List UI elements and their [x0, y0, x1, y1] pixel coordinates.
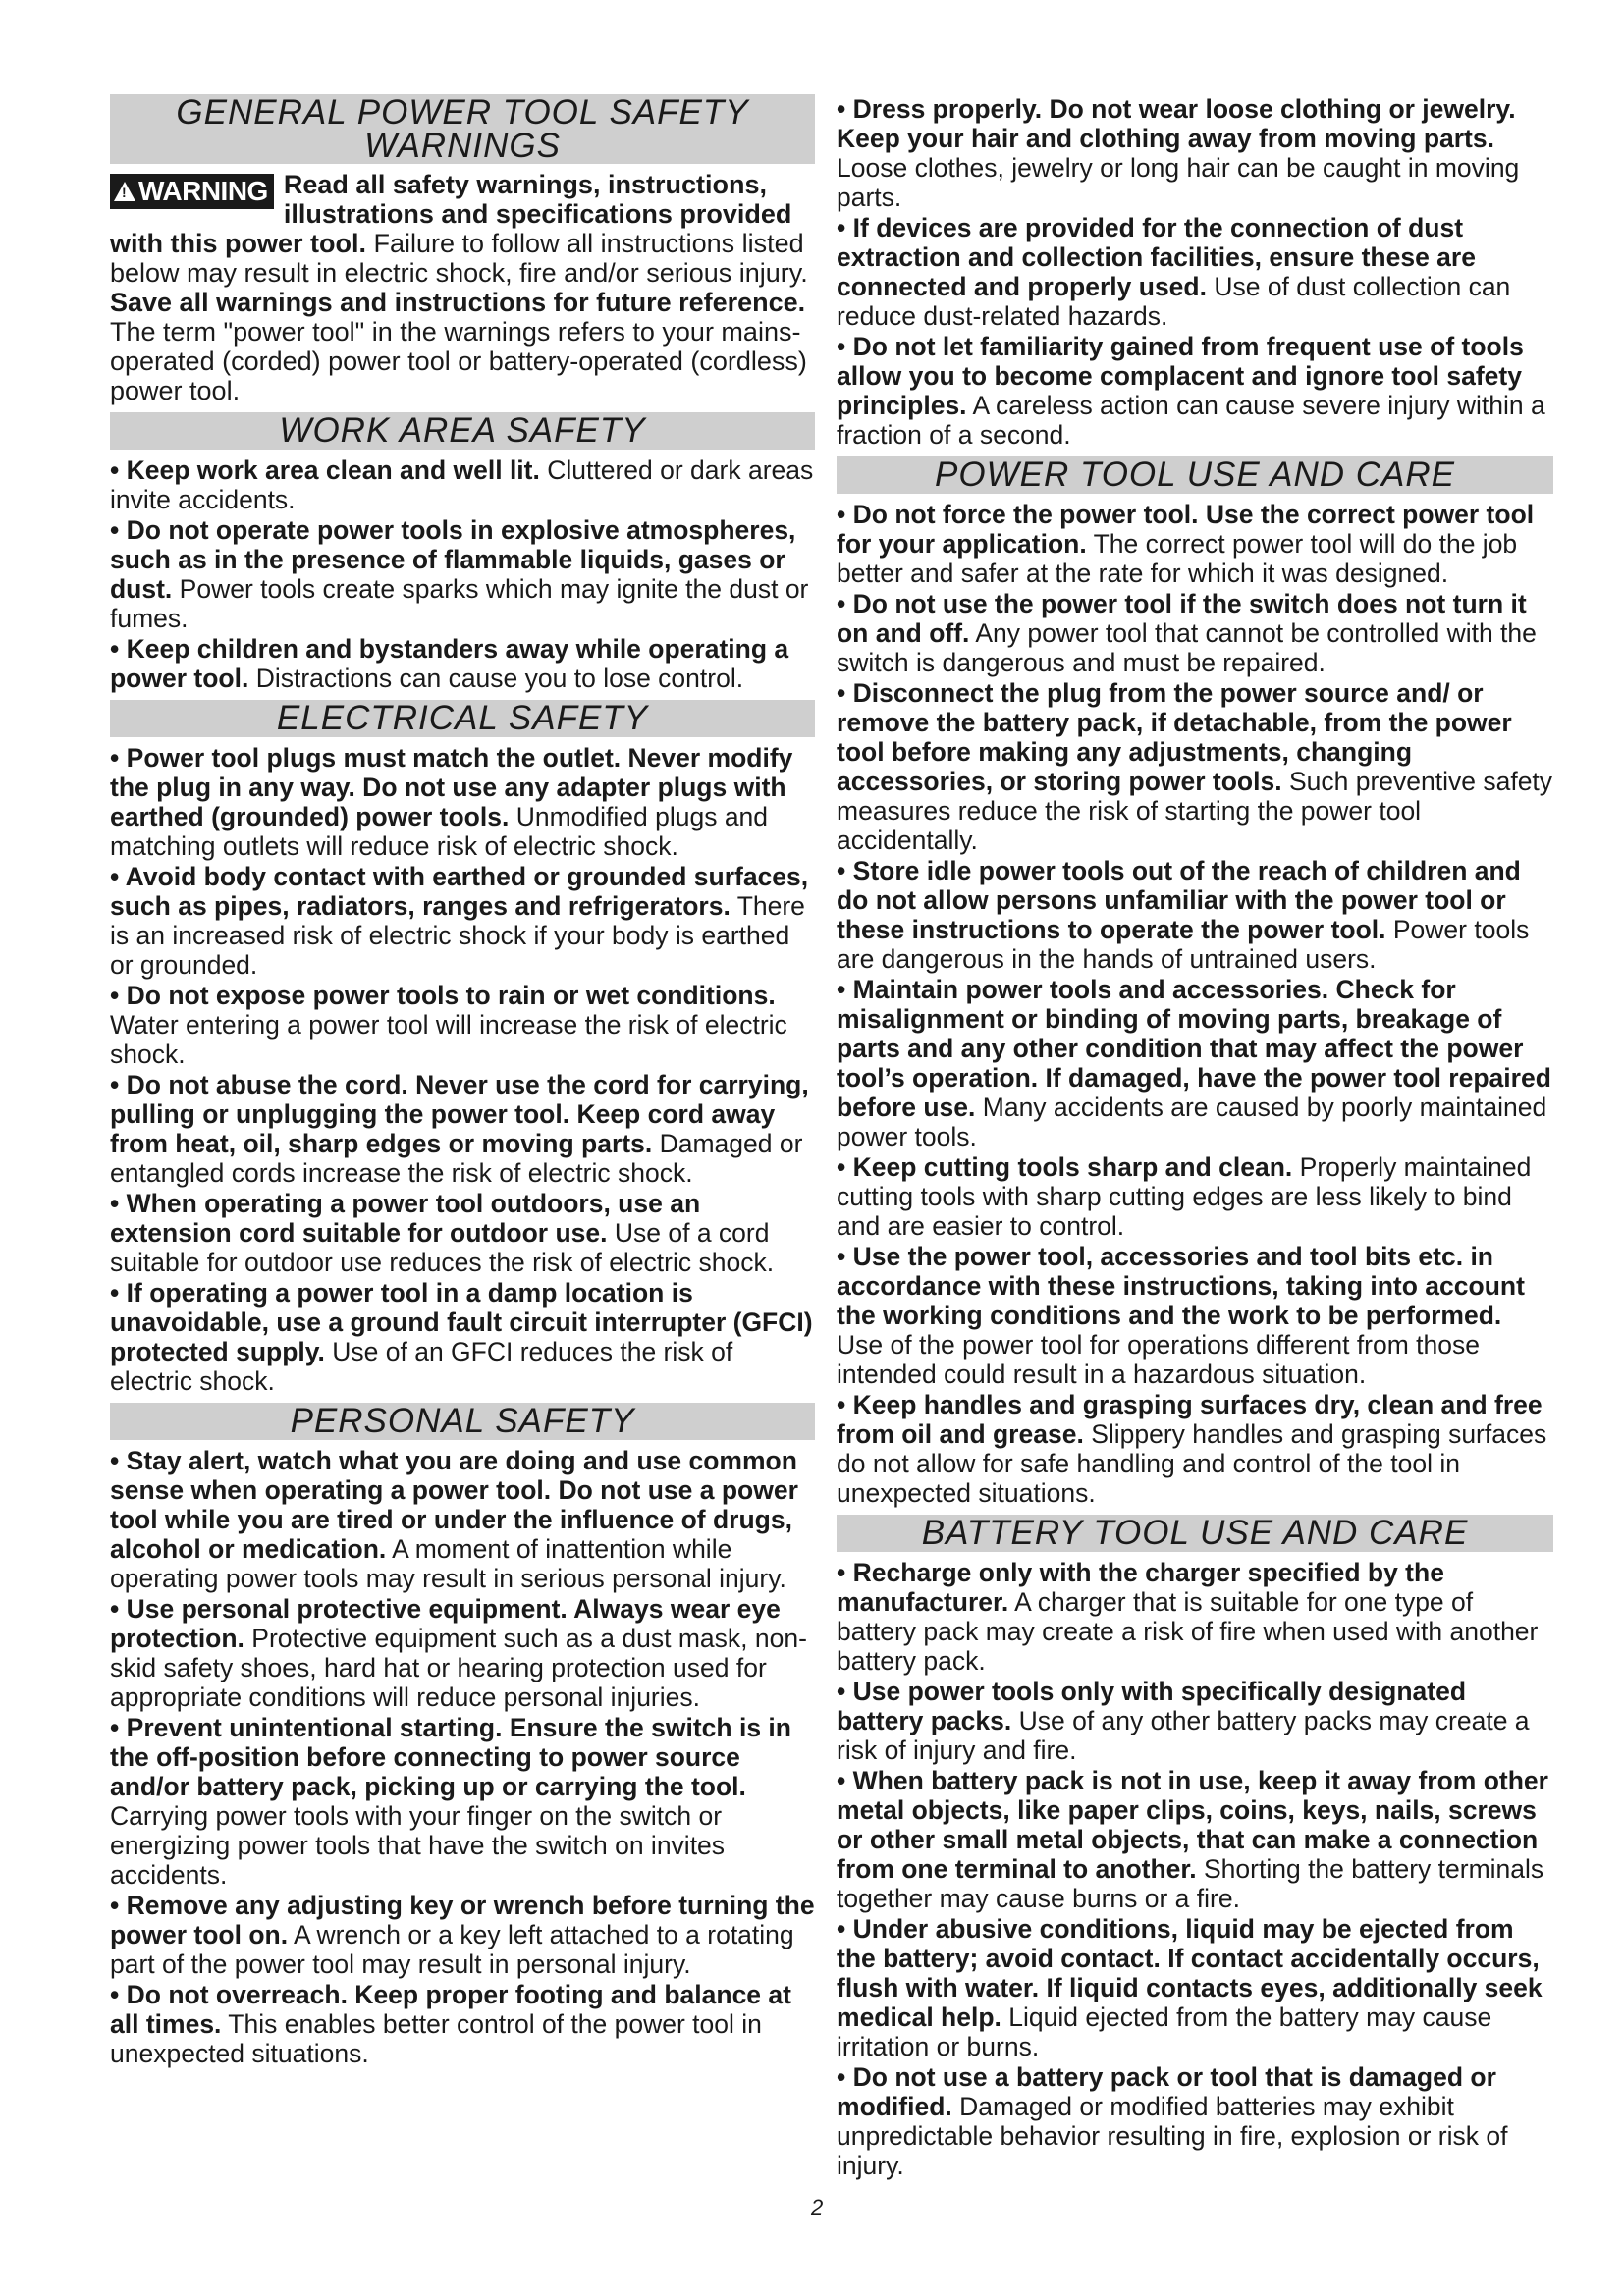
- list-item: • Do not abuse the cord. Never use the cord for carrying, pulling or unplugging the power tool. Keep cord away from heat, oil, sharp edges or moving parts. Damaged or entangled cords increase the risk of electric shock.: [110, 1070, 809, 1188]
- list-item: • When battery pack is not in use, keep it away from other metal objects, like paper clips, coins, keys, nails, screws or other small metal objects, that can make a connection from one terminal to another. Shorting the battery terminals together may cause burns or a fire.: [837, 1766, 1548, 1913]
- list-item: • Keep cutting tools sharp and clean. Properly maintained cutting tools with sharp cutting edges are less likely to bind and are easier to control.: [837, 1152, 1532, 1241]
- list-item: • Do not overreach. Keep proper footing and balance at all times. This enables better control of the power tool in unexpected situations.: [110, 1980, 791, 2068]
- intro-bold-1: Read all safety warnings, instructions, illustrations and specifications provided with this power tool.: [110, 170, 792, 258]
- section-title-battery-tool-use-text: BATTERY TOOL USE AND CARE: [921, 1514, 1469, 1552]
- section-title-electrical-text: ELECTRICAL SAFETY: [276, 699, 649, 737]
- right-column: [837, 94, 1553, 2181]
- intro-paragraph: [110, 170, 815, 405]
- list-item: • Stay alert, watch what you are doing and use common sense when operating a power tool. Do not use a power tool while you are tired or under the influence of drugs, alcohol or medication. A moment of inattention while operating power tools may result in serious personal injury.: [110, 1446, 798, 1593]
- electrical-list: [110, 743, 815, 1396]
- list-item: • Do not operate power tools in explosive atmospheres, such as in the presence of flammable liquids, gases or dust. Power tools create sparks which may ignite the dust or fumes.: [110, 515, 809, 633]
- section-title-power-tool-use-text: POWER TOOL USE AND CARE: [935, 455, 1455, 494]
- section-title-electrical: [110, 700, 815, 737]
- list-item: • Keep work area clean and well lit. Cluttered or dark areas invite accidents.: [110, 455, 814, 514]
- list-item: • Maintain power tools and accessories. Check for misalignment or binding of moving parts, breakage of parts and any other condition that may affect the power tool’s operation. If damaged, have the power tool repaired before use. Many accidents are caused by poorly maintained power tools.: [837, 975, 1551, 1151]
- warning-label: WARNING: [138, 176, 268, 206]
- warning-triangle-icon: !: [114, 182, 135, 201]
- list-item: • Use the power tool, accessories and tool bits etc. in accordance with these instructions, taking into account the working conditions and the work to be performed. Use of the power tool for operations different from those intended could result in a hazardous situation.: [837, 1242, 1525, 1389]
- section-title-personal-text: PERSONAL SAFETY: [290, 1402, 635, 1440]
- list-item: • Keep children and bystanders away while operating a power tool. Distractions can cause you to lose control.: [110, 634, 789, 693]
- list-item: • If operating a power tool in a damp location is unavoidable, use a ground fault circuit interrupter (GFCI) protected supply. Use of an GFCI reduces the risk of electric shock.: [110, 1278, 813, 1396]
- list-item: • Do not force the power tool. Use the correct power tool for your application. The correct power tool will do the job better and safer at the rate for which it was designed.: [837, 500, 1535, 588]
- list-item: • Prevent unintentional starting. Ensure the switch is in the off-position before connecting to power source and/or battery pack, picking up or carrying the tool. Carrying power tools with your finger on the switch or energizing power tools that have the switch on invites accidents.: [110, 1713, 791, 1890]
- intro-normal-1: Failure to follow all instructions listed below may result in electric shock, fire and/or serious injury.: [110, 229, 808, 288]
- intro-normal-2: The term "power tool" in the warnings refers to your mains-operated (corded) power tool or battery-operated (cordless) power tool.: [110, 317, 807, 405]
- warning-badge: [110, 174, 274, 209]
- personal-list: [110, 1446, 815, 2068]
- list-item: • Do not expose power tools to rain or wet conditions. Water entering a power tool will increase the risk of electric shock.: [110, 981, 787, 1069]
- section-title-personal: [110, 1403, 815, 1440]
- list-item: • Do not let familiarity gained from frequent use of tools allow you to become complacent and ignore tool safety principles. A careless action can cause severe injury within a fraction of a second.: [837, 332, 1545, 450]
- left-column: [110, 94, 815, 2069]
- list-item: • Keep handles and grasping surfaces dry, clean and free from oil and grease. Slippery handles and grasping surfaces do not allow for safe handling and control of the tool in unexpected situations.: [837, 1390, 1547, 1508]
- list-item: • Recharge only with the charger specified by the manufacturer. A charger that is suitable for one type of battery pack may create a risk of fire when used with another battery pack.: [837, 1558, 1539, 1676]
- list-item: • When operating a power tool outdoors, use an extension cord suitable for outdoor use. Use of a cord suitable for outdoor use reduces the risk of electric shock.: [110, 1189, 775, 1277]
- power-tool-use-list: [837, 500, 1553, 1508]
- list-item: • Use personal protective equipment. Always wear eye protection. Protective equipment such as a dust mask, non-skid safety shoes, hard hat or hearing protection used for appropriate conditions will reduce personal injuries.: [110, 1594, 807, 1712]
- list-item: • Use power tools only with specifically designated battery packs. Use of any other battery packs may create a risk of injury and fire.: [837, 1677, 1530, 1765]
- section-title-battery-tool-use: [837, 1515, 1553, 1552]
- intro-bold-2: Save all warnings and instructions for future reference.: [110, 288, 806, 317]
- list-item: • Avoid body contact with earthed or grounded surfaces, such as pipes, radiators, ranges and refrigerators. There is an increased risk of electric shock if your body is earthed or grounded.: [110, 862, 809, 980]
- section-title-general-text: GENERAL POWER TOOL SAFETY WARNINGS: [176, 93, 749, 165]
- list-item: • Disconnect the plug from the power source and/ or remove the battery pack, if detachable, from the power tool before making any adjustments, changing accessories, or storing power tools. Such preventive safety measures reduce the risk of starting the power tool accidentally.: [837, 678, 1553, 855]
- personal-continued-list: [837, 94, 1553, 450]
- list-item: • Do not use a battery pack or tool that is damaged or modified. Damaged or modified batteries may exhibit unpredictable behavior resulting in fire, explosion or risk of injury.: [837, 2062, 1508, 2180]
- section-title-work-area-text: WORK AREA SAFETY: [279, 411, 646, 450]
- list-item: • Dress properly. Do not wear loose clothing or jewelry. Keep your hair and clothing away from moving parts. Loose clothes, jewelry or long hair can be caught in moving parts.: [837, 94, 1520, 212]
- list-item: • Do not use the power tool if the switch does not turn it on and off. Any power tool that cannot be controlled with the switch is dangerous and must be repaired.: [837, 589, 1537, 677]
- battery-tool-use-list: [837, 1558, 1553, 2180]
- list-item: • Power tool plugs must match the outlet. Never modify the plug in any way. Do not use any adapter plugs with earthed (grounded) power tools. Unmodified plugs and matching outlets will reduce risk of electric shock.: [110, 743, 793, 861]
- section-title-general: [110, 94, 815, 164]
- section-title-work-area: [110, 412, 815, 450]
- list-item: • Under abusive conditions, liquid may be ejected from the battery; avoid contact. If contact accidentally occurs, flush with water. If liquid contacts eyes, additionally seek medical help. Liquid ejected from the battery may cause irritation or burns.: [837, 1914, 1543, 2061]
- list-item: • If devices are provided for the connection of dust extraction and collection facilities, ensure these are connected and properly used. Use of dust collection can reduce dust-related hazards.: [837, 213, 1511, 331]
- page-number: 2: [811, 2195, 824, 2219]
- section-title-power-tool-use: [837, 456, 1553, 494]
- work-area-list: [110, 455, 815, 693]
- list-item: • Store idle power tools out of the reach of children and do not allow persons unfamiliar with the power tool or these instructions to operate the power tool. Power tools are dangerous in the hands of untrained users.: [837, 856, 1530, 974]
- list-item: • Remove any adjusting key or wrench before turning the power tool on. A wrench or a key left attached to a rotating part of the power tool may result in personal injury.: [110, 1891, 815, 1979]
